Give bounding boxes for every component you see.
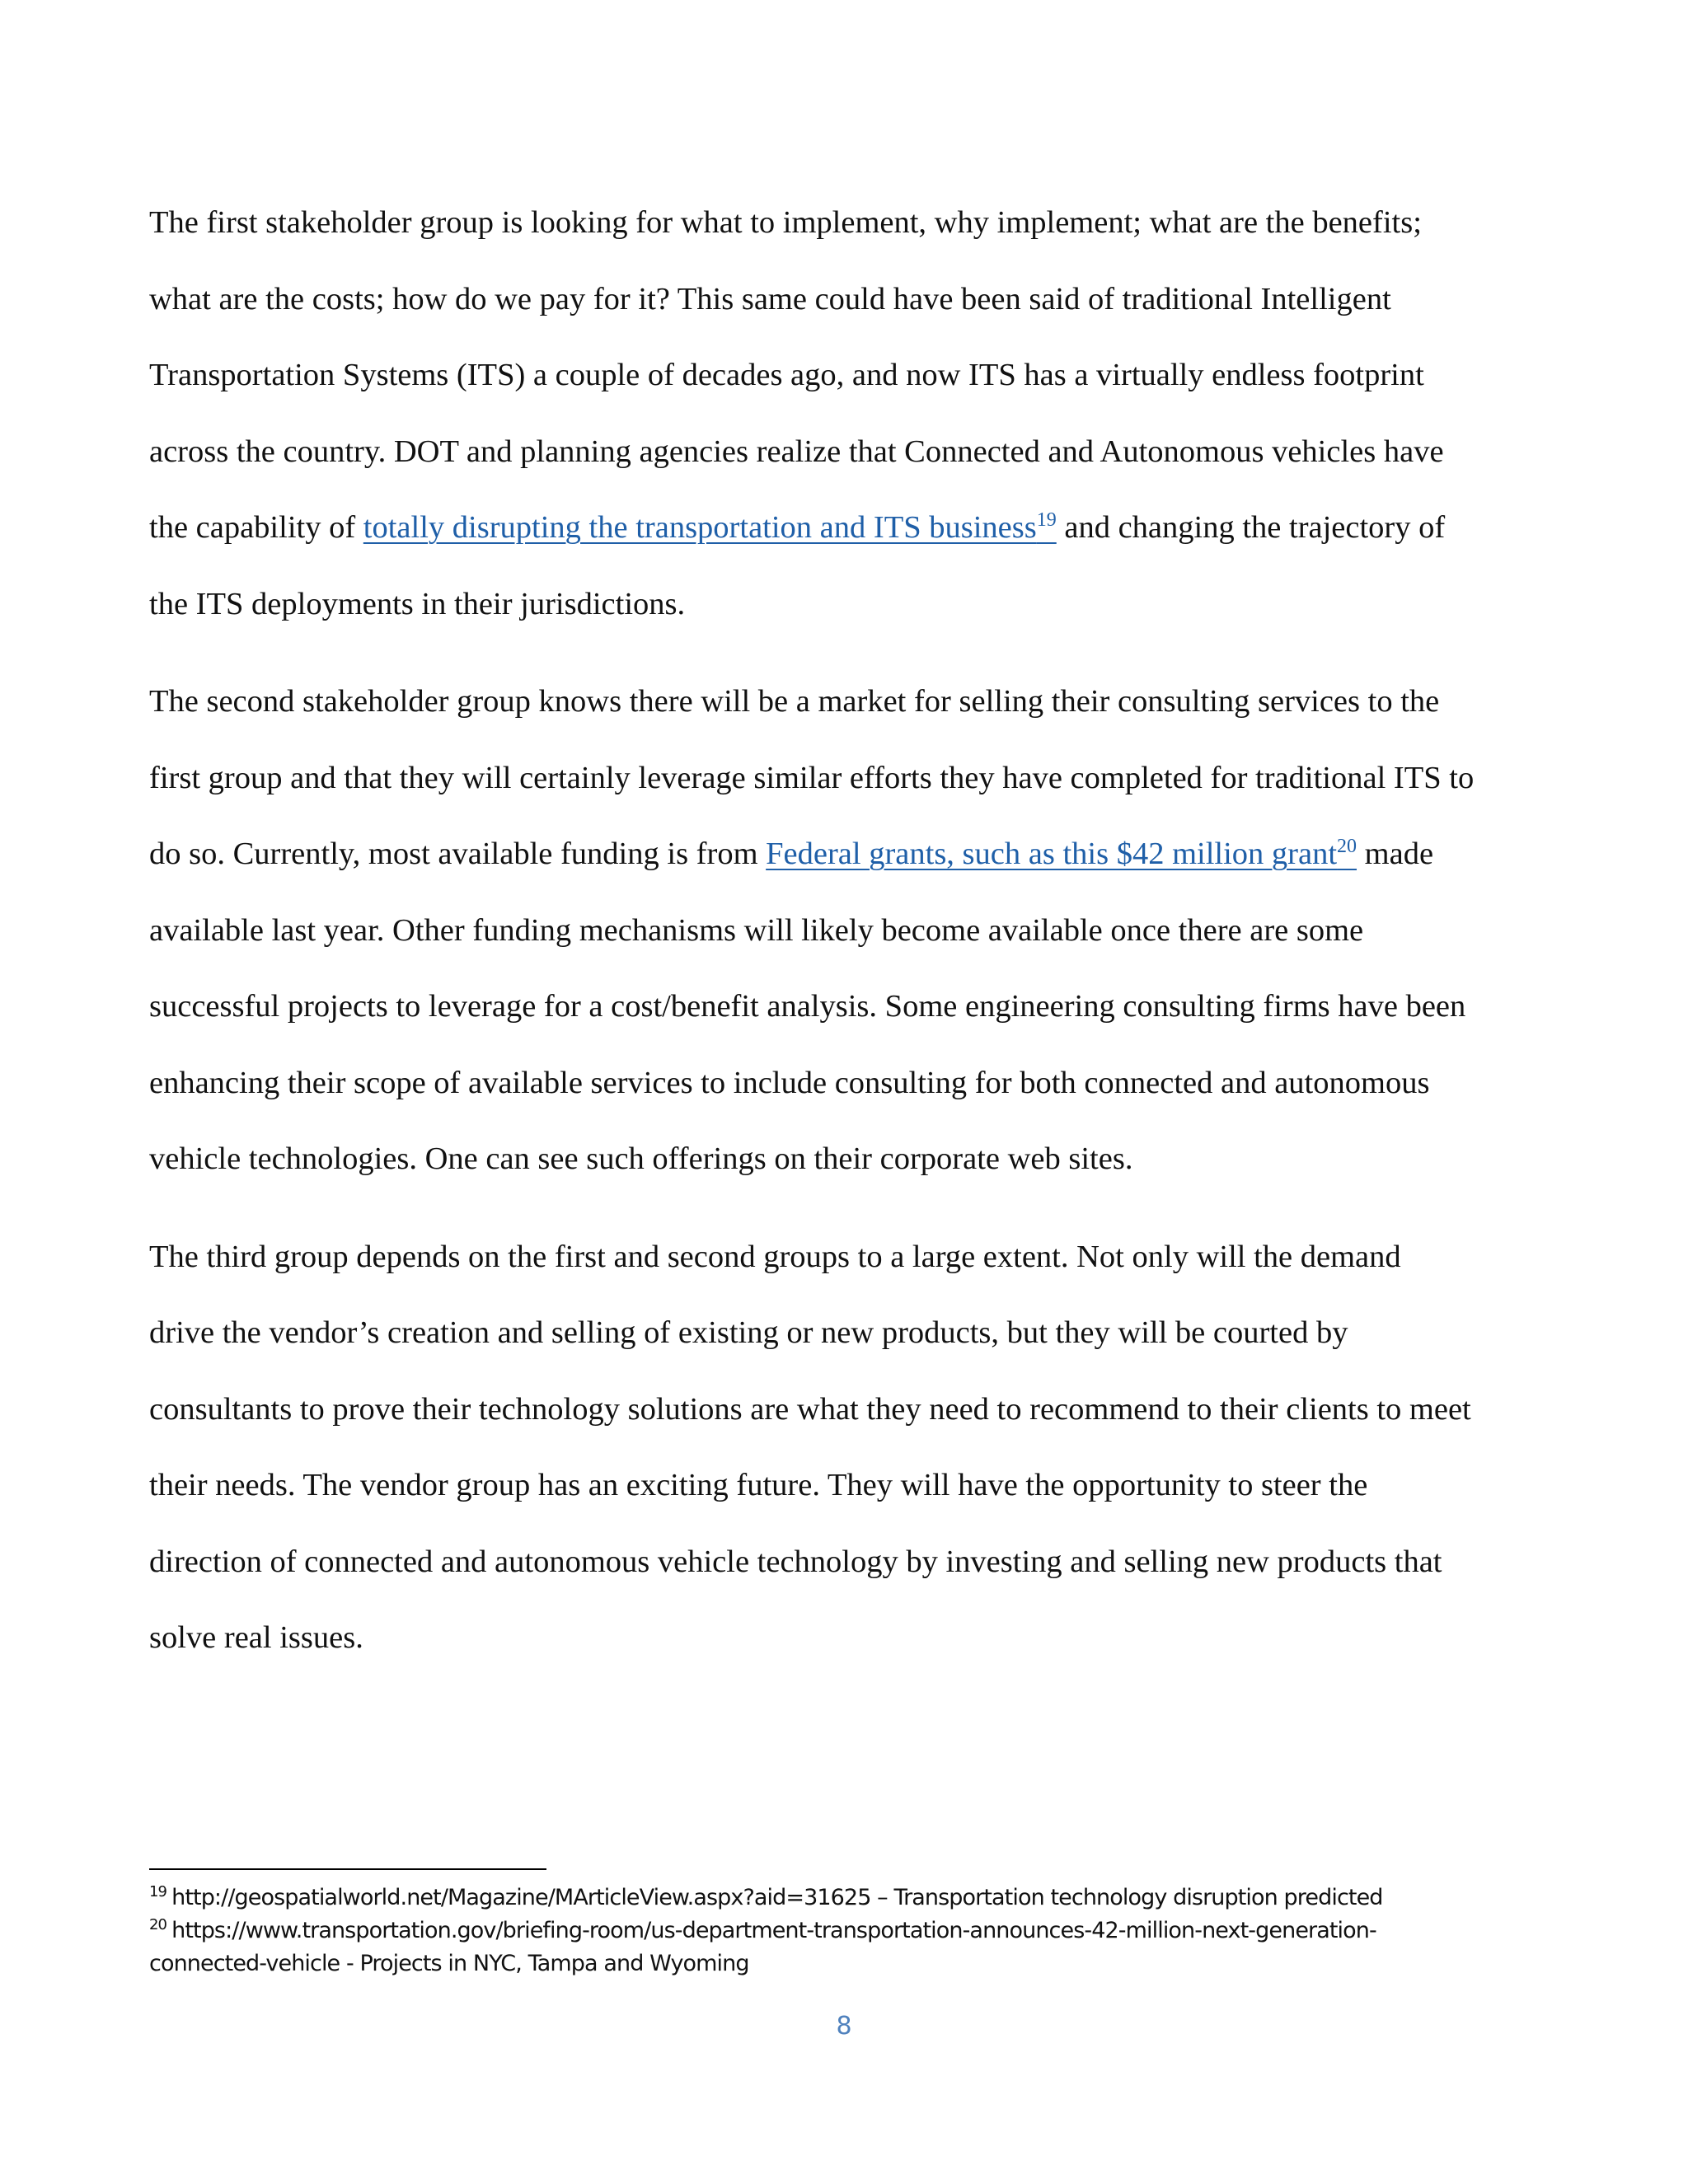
page-number: 8 <box>836 2012 852 2041</box>
line-text: and changing the trajectory of <box>1056 510 1446 545</box>
body-text <box>149 185 1542 1698</box>
line-text: made <box>1357 837 1434 871</box>
footnotes <box>149 1882 1550 1980</box>
link-text: Federal grants, such as this $42 million grant <box>766 837 1338 871</box>
paragraph-line: the ITS deployments in their jurisdictions. <box>149 586 686 621</box>
paragraph-line: The third group depends on the first and second groups to a large extent. Not only will the demand <box>149 1239 1401 1274</box>
footnote-line <box>149 1882 1550 1915</box>
paragraph-line: across the country. DOT and planning agencies realize that Connected and Autonomous vehicles have <box>149 434 1444 469</box>
line-text: the capability of <box>149 510 363 545</box>
paragraph-line: The second stakeholder group knows there will be a market for selling their consulting services to the <box>149 684 1440 719</box>
paragraph-line: direction of connected and autonomous vehicle technology by investing and selling new products that <box>149 1544 1442 1579</box>
footnote-ref-19: 19 <box>1036 509 1057 531</box>
paragraph-line: enhancing their scope of available services to include consulting for both connected and autonomous <box>149 1065 1430 1100</box>
footnote-19 <box>149 1882 1550 1915</box>
paragraph-line: solve real issues. <box>149 1620 363 1655</box>
paragraph-line: The first stakeholder group is looking for what to implement, why implement; what are the benefits; <box>149 205 1422 240</box>
footnote-text: http://geospatialworld.net/Magazine/MArticleView.aspx?aid=31625 – Transportation technology disruption predicted <box>171 1885 1383 1910</box>
paragraph-first-stakeholder <box>149 185 1542 642</box>
link-text: totally disrupting the transportation and ITS business <box>363 510 1037 545</box>
footnote-ref-20: 20 <box>1337 836 1357 857</box>
footnote-text: https://www.transportation.gov/briefing-room/us-department-transportation-announces-42-million-next-generation- <box>171 1918 1376 1943</box>
federal-grant-link[interactable] <box>766 837 1357 871</box>
footnote-20 <box>149 1915 1550 1980</box>
footnote-line <box>149 1915 1550 1947</box>
footnote-number: 20 <box>149 1916 167 1933</box>
paragraph-line: drive the vendor’s creation and selling of existing or new products, but they will be courted by <box>149 1315 1348 1350</box>
paragraph-line: Transportation Systems (ITS) a couple of decades ago, and now ITS has a virtually endless footprint <box>149 358 1424 392</box>
footnote-line: connected-vehicle - Projects in NYC, Tampa and Wyoming <box>149 1951 749 1976</box>
paragraph-line <box>149 816 1542 893</box>
paragraph-line: what are the costs; how do we pay for it? This same could have been said of traditional Intelligent <box>149 281 1391 316</box>
paragraph-line: vehicle technologies. One can see such offerings on their corporate web sites. <box>149 1141 1133 1176</box>
paragraph-line: available last year. Other funding mechanisms will likely become available once there are some <box>149 912 1364 948</box>
footnote-number: 19 <box>149 1883 167 1900</box>
paragraph-line <box>149 490 1542 566</box>
footnote-separator <box>149 1868 546 1870</box>
paragraph-third-stakeholder <box>149 1219 1542 1676</box>
paragraph-line: first group and that they will certainly leverage similar efforts they have completed for traditional ITS to <box>149 760 1475 795</box>
disruption-article-link[interactable] <box>363 510 1057 545</box>
paragraph-line: their needs. The vendor group has an exciting future. They will have the opportunity to steer the <box>149 1468 1368 1502</box>
paragraph-second-stakeholder <box>149 663 1542 1197</box>
paragraph-line: successful projects to leverage for a cost/benefit analysis. Some engineering consulting firms have been <box>149 989 1466 1024</box>
paragraph-line: consultants to prove their technology solutions are what they need to recommend to their clients to meet <box>149 1391 1471 1427</box>
line-text: do so. Currently, most available funding is from <box>149 837 767 871</box>
